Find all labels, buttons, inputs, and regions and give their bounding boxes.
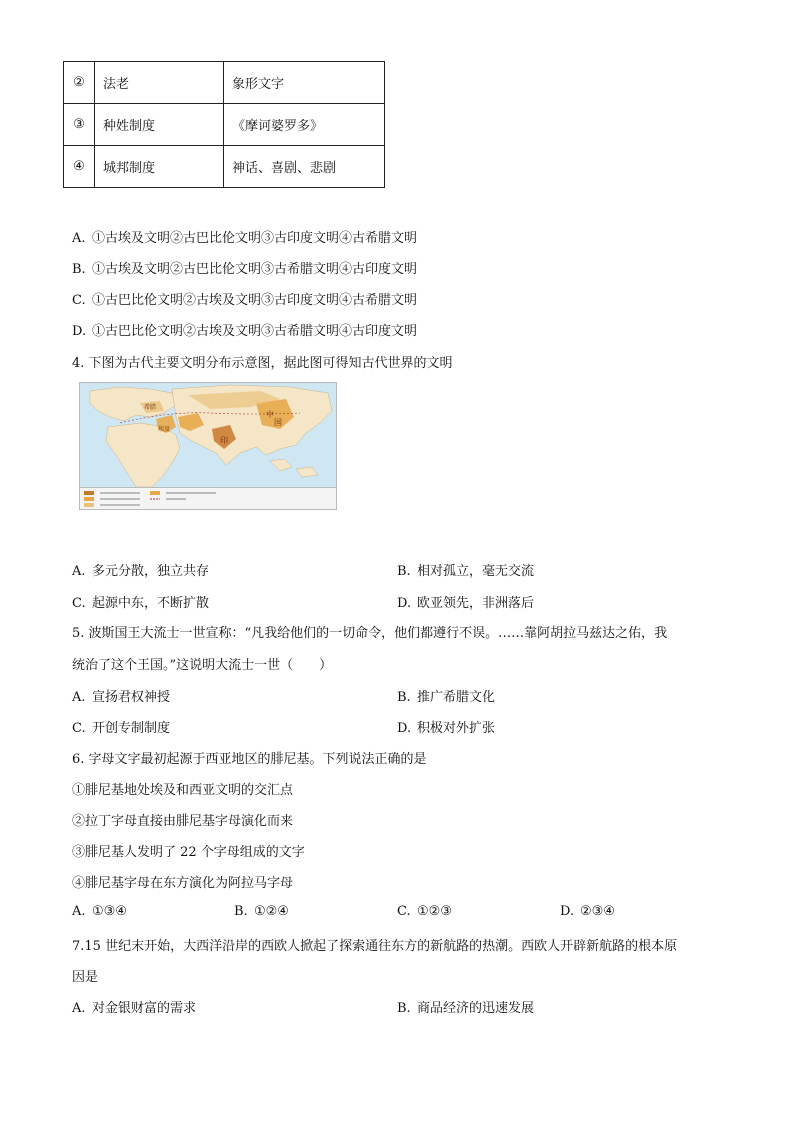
table-cell: 《摩诃婆罗多》 — [224, 104, 385, 146]
table-cell: 法老 — [95, 62, 224, 104]
ancient-civilization-map — [79, 382, 337, 510]
q6-option-a: A. ①③④ — [72, 904, 127, 919]
map-legend — [80, 487, 336, 510]
q5-stem-line1: 5. 波斯国王大流士一世宣称：“凡我给他们的一切命令，他们都遵行不误。……靠阿胡拉马兹达之佑，我 — [72, 626, 668, 641]
q5-stem-line2: 统治了这个王国。”这说明大流士一世（ ） — [72, 658, 333, 673]
map-label-greece: 希腊 — [144, 404, 157, 411]
q6-option-d: D. ②③④ — [560, 904, 615, 919]
row-number: ④ — [64, 146, 95, 188]
q6-statement-4: ④腓尼基字母在东方演化为阿拉马字母 — [72, 876, 294, 891]
table-cell: 象形文字 — [224, 62, 385, 104]
q5-option-b: B. 推广希腊文化 — [397, 690, 496, 705]
q3-option-a: A. ①古埃及文明②古巴比伦文明③古印度文明④古希腊文明 — [72, 231, 418, 246]
table-row — [64, 104, 385, 146]
q6-option-c: C. ①②③ — [397, 904, 452, 919]
q7-option-a: A. 对金银财富的需求 — [72, 1001, 197, 1016]
q7-stem-line1: 7.15 世纪末开始，大西洋沿岸的西欧人掀起了探索通往东方的新航路的热潮。西欧人开辟新航路的根本原 — [72, 939, 678, 954]
q3-option-c: C. ①古巴比伦文明②古埃及文明③古印度文明④古希腊文明 — [72, 293, 418, 308]
map-label-china2: 国 — [274, 418, 282, 427]
table-row — [64, 62, 385, 104]
table-row — [64, 146, 385, 188]
row-number: ② — [64, 62, 95, 104]
map-image — [80, 383, 336, 487]
q3-option-d: D. ①古巴比伦文明②古埃及文明③古希腊文明④古印度文明 — [72, 324, 418, 339]
q5-option-c: C. 开创专制制度 — [72, 721, 171, 736]
q4-option-c: C. 起源中东，不断扩散 — [72, 596, 210, 611]
map-label-china: 中 — [266, 410, 274, 419]
q4-option-d: D. 欧亚领先，非洲落后 — [397, 596, 535, 611]
q7-option-b: B. 商品经济的迅速发展 — [397, 1001, 535, 1016]
q5-option-d: D. 积极对外扩张 — [397, 721, 496, 736]
q4-option-a: A. 多元分散，独立共存 — [72, 564, 210, 579]
row-number: ③ — [64, 104, 95, 146]
q3-option-b: B. ①古埃及文明②古巴比伦文明③古希腊文明④古印度文明 — [72, 262, 418, 277]
table-cell: 种姓制度 — [95, 104, 224, 146]
q5-option-a: A. 宣扬君权神授 — [72, 690, 171, 705]
q7-stem-line2: 因是 — [72, 970, 99, 985]
q6-statement-3: ③腓尼基人发明了 22 个字母组成的文字 — [72, 845, 305, 860]
legend-swatches — [80, 488, 336, 510]
q4-stem: 4. 下图为古代主要文明分布示意图，据此图可得知古代世界的文明 — [72, 356, 453, 371]
q6-statement-2: ②拉丁字母直接由腓尼基字母演化而来 — [72, 814, 294, 829]
table-cell: 城邦制度 — [95, 146, 224, 188]
map-label-india: 印 — [220, 436, 228, 445]
q6-stem: 6. 字母文字最初起源于西亚地区的腓尼基。下列说法正确的是 — [72, 752, 427, 767]
q4-option-b: B. 相对孤立，毫无交流 — [397, 564, 535, 579]
map-label-egypt: 埃及 — [158, 426, 171, 433]
table-cell: 神话、喜剧、悲剧 — [224, 146, 385, 188]
q6-option-b: B. ①②④ — [234, 904, 289, 919]
question-table — [63, 61, 385, 188]
q6-statement-1: ①腓尼基地处埃及和西亚文明的交汇点 — [72, 783, 294, 798]
